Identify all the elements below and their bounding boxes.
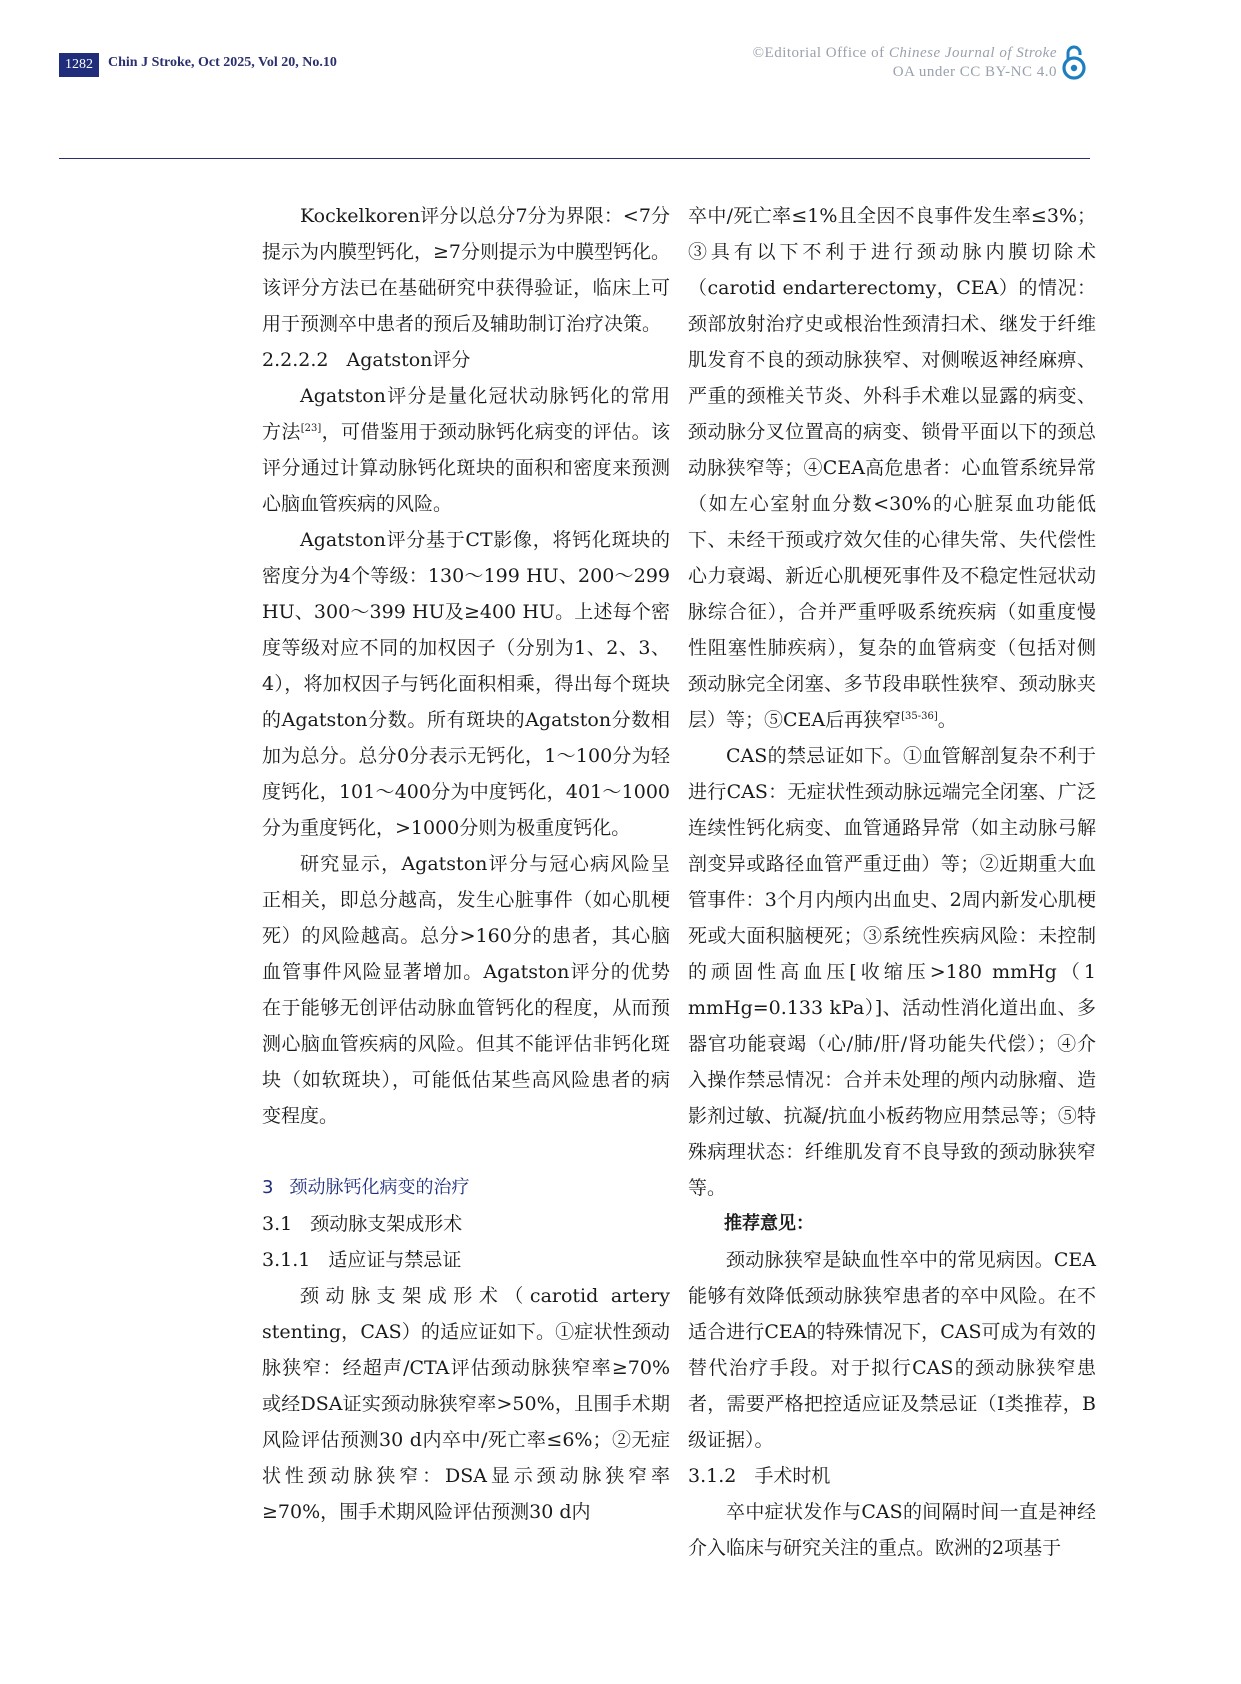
paragraph bbox=[688, 198, 1096, 738]
section-heading-3-1-1 bbox=[262, 1242, 670, 1278]
paragraph: 颈动脉支架成形术（carotid artery stenting，CAS）的适应证如下。①症状性颈动脉狭窄：经超声/CTA评估颈动脉狭窄率≥70%或经DSA证实颈动脉狭窄率>50%，且围手术期风险评估预测30 d内卒中/死亡率≤6%；②无症状性颈动脉狭窄：DSA显示颈动脉狭窄率≥70%，围手术期风险评估预测30 d内 bbox=[262, 1285, 670, 1523]
paragraph bbox=[262, 378, 670, 522]
left-column bbox=[262, 198, 670, 1530]
editorial-notice bbox=[753, 44, 1057, 82]
section-title: 颈动脉钙化病变的治疗 bbox=[289, 1177, 470, 1198]
editorial-journal-name: Chinese Journal of Stroke bbox=[888, 45, 1057, 61]
section-number: 3.1.1 bbox=[262, 1249, 311, 1271]
section-number: 3.1 bbox=[262, 1213, 293, 1235]
open-access-lock-icon bbox=[1061, 44, 1087, 80]
journal-citation: Chin J Stroke, Oct 2025, Vol 20, No.10 bbox=[108, 55, 337, 70]
section-heading-3-1-2 bbox=[688, 1458, 1096, 1494]
recommendation-heading: 推荐意见： bbox=[724, 1213, 814, 1234]
editorial-prefix: ©Editorial Office of bbox=[752, 45, 889, 61]
paragraph: Agatston评分基于CT影像，将钙化斑块的密度分为4个等级：130～199 HU、200～299 HU、300～399 HU及≥400 HU。上述每个密度等级对应不同的加权因子（分别为1、2、3、4），将加权因子与钙化面积相乘，得出每个斑块的Agatston分数。所有斑块的Agatston分数相加为总分。总分0分表示无钙化，1～100分为轻度钙化，101～400分为中度钙化，401～1000分为重度钙化，>1000分则为极重度钙化。 bbox=[262, 529, 670, 839]
text-run: ，可借鉴用于颈动脉钙化病变的评估。该评分通过计算动脉钙化斑块的面积和密度来预测心脑血管疾病的风险。 bbox=[262, 421, 670, 515]
section-number: 3 bbox=[262, 1177, 274, 1198]
section-heading-2-2-2-2 bbox=[262, 342, 670, 378]
section-title: 颈动脉支架成形术 bbox=[310, 1213, 463, 1235]
citation-ref: [23] bbox=[300, 423, 322, 434]
text-run: 。 bbox=[937, 709, 957, 731]
section-heading-3 bbox=[262, 1170, 670, 1206]
right-column bbox=[688, 198, 1096, 1566]
citation-ref: [35-36] bbox=[901, 711, 938, 722]
section-title: 手术时机 bbox=[754, 1465, 831, 1487]
header-rule bbox=[59, 158, 1090, 159]
section-number: 3.1.2 bbox=[688, 1465, 737, 1487]
paragraph: Kockelkoren评分以总分7分为界限：<7分提示为内膜型钙化，≥7分则提示为中膜型钙化。该评分方法已在基础研究中获得验证，临床上可用于预测卒中患者的预后及辅助制订治疗决策。 bbox=[262, 205, 671, 335]
paragraph: CAS的禁忌证如下。①血管解剖复杂不利于进行CAS：无症状性颈动脉远端完全闭塞、广泛连续性钙化病变、血管通路异常（如主动脉弓解剖变异或路径血管严重迂曲）等；②近期重大血管事件：3个月内颅内出血史、2周内新发心肌梗死或大面积脑梗死；③系统性疾病风险：未控制的顽固性高血压[收缩压>180 mmHg（1 mmHg=0.133 kPa）]、活动性消化道出血、多器官功能衰竭（心/肺/肝/肾功能失代偿）；④介入操作禁忌情况：合并未处理的颅内动脉瘤、造影剂过敏、抗凝/抗血小板药物应用禁忌等；⑤特殊病理状态：纤维肌发育不良导致的颈动脉狭窄等。 bbox=[688, 745, 1096, 1199]
section-title: 适应证与禁忌证 bbox=[328, 1249, 462, 1271]
paragraph: 研究显示，Agatston评分与冠心病风险呈正相关，即总分越高，发生心脏事件（如心肌梗死）的风险越高。总分>160分的患者，其心脑血管事件风险显著增加。Agatston评分的优势在于能够无创评估动脉血管钙化的程度，从而预测心脑血管疾病的风险。但其不能评估非钙化斑块（如软斑块），可能低估某些高风险患者的病变程度。 bbox=[262, 853, 670, 1127]
text-run: 卒中/死亡率≤1%且全因不良事件发生率≤3%；③具有以下不利于进行颈动脉内膜切除术（carotid endarterectomy，CEA）的情况：颈部放射治疗史或根治性颈清扫术、继发于纤维肌发育不良的颈动脉狭窄、对侧喉返神经麻痹、严重的颈椎关节炎、外科手术难以显露的病变、颈动脉分叉位置高的病变、锁骨平面以下的颈总动脉狭窄等；④CEA高危患者：心血管系统异常（如左心室射血分数<30%的心脏泵血功能低下、未经干预或疗效欠佳的心律失常、失代偿性心力衰竭、新近心肌梗死事件及不稳定性冠状动脉综合征），合并严重呼吸系统疾病（如重度慢性阻塞性肺疾病），复杂的血管病变（包括对侧颈动脉完全闭塞、多节段串联性狭窄、颈动脉夹层）等；⑤CEA后再狭窄 bbox=[688, 205, 1096, 731]
section-heading-3-1 bbox=[262, 1206, 670, 1242]
section-number: 2.2.2.2 bbox=[262, 349, 329, 371]
page-number: 1282 bbox=[59, 53, 99, 77]
section-title: Agatston评分 bbox=[346, 349, 471, 371]
paragraph: 颈动脉狭窄是缺血性卒中的常见病因。CEA能够有效降低颈动脉狭窄患者的卒中风险。在不适合进行CEA的特殊情况下，CAS可成为有效的替代治疗手段。对于拟行CAS的颈动脉狭窄患者，需要严格把控适应证及禁忌证（I类推荐，B级证据）。 bbox=[688, 1249, 1096, 1451]
paragraph: 卒中症状发作与CAS的间隔时间一直是神经介入临床与研究关注的重点。欧洲的2项基于 bbox=[688, 1501, 1096, 1559]
license-text: OA under CC BY-NC 4.0 bbox=[892, 64, 1057, 80]
text-run: Agatston评分是量化冠状动脉钙化的常用方法 bbox=[262, 385, 670, 443]
